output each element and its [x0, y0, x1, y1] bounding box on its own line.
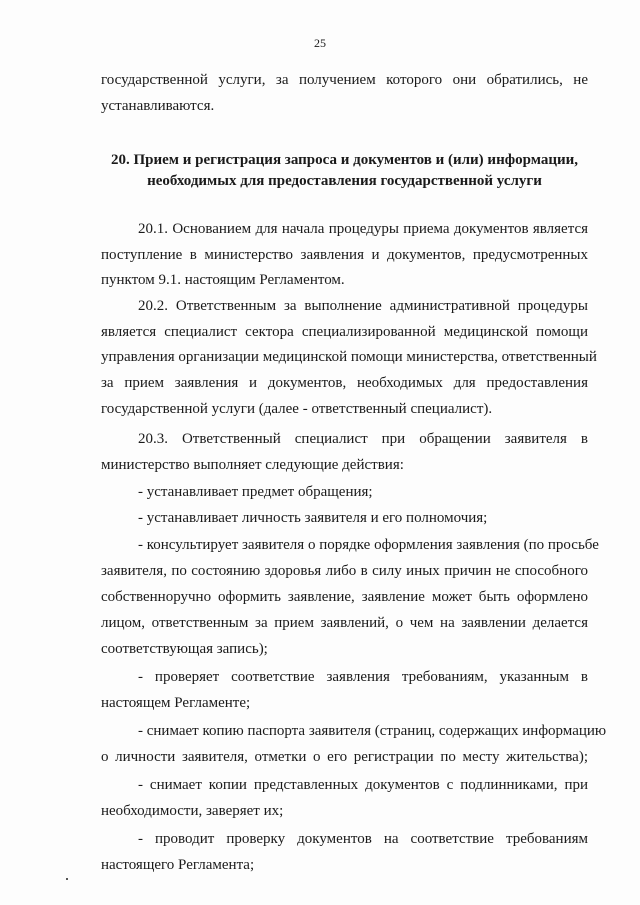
paragraph-line: 20.1. Основанием для начала процедуры приема документов является	[138, 221, 588, 237]
paragraph-line: пунктом 9.1. настоящим Регламентом.	[101, 272, 345, 288]
paragraph-line: за прием заявления и документов, необходимых для предоставления	[101, 375, 588, 391]
list-item: - консультирует заявителя о порядке оформления заявления (по просьбе	[138, 537, 599, 553]
list-item-line: о личности заявителя, отметки о его регистрации по месту жительства);	[101, 749, 588, 765]
paragraph-line: 20.2. Ответственным за выполнение административной процедуры	[138, 298, 588, 314]
list-item: - проверяет соответствие заявления требованиям, указанным в	[138, 669, 588, 685]
list-item: - снимает копию паспорта заявителя (страниц, содержащих информацию	[138, 723, 607, 739]
list-item-line: настоящем Регламенте;	[101, 695, 251, 711]
list-item-line: собственноручно оформить заявление, заявление может быть оформлено	[101, 589, 588, 605]
paragraph-line: государственной услуги (далее - ответственный специалист).	[101, 401, 493, 417]
list-item: - снимает копии представленных документов с подлинниками, при	[138, 777, 588, 793]
text-line: устанавливаются.	[101, 98, 215, 114]
scan-speck	[66, 878, 68, 880]
list-item: - проводит проверку документов на соответствие требованиям	[138, 831, 588, 847]
section-heading: необходимых для предоставления государственной услуги	[147, 173, 542, 189]
paragraph-line: управления организации медицинской помощи министерства, ответственный	[101, 349, 597, 365]
section-heading: 20. Прием и регистрация запроса и документов и (или) информации,	[110, 152, 578, 168]
page-number: 25	[314, 36, 326, 50]
list-item-line: заявителя, по состоянию здоровья либо в силу иных причин не способного	[101, 563, 588, 579]
paragraph-line: поступление в министерство заявления и документов, предусмотренных	[101, 247, 588, 263]
paragraph-line: является специалист сектора специализированной медицинской помощи	[101, 324, 588, 340]
list-item-line: необходимости, заверяет их;	[101, 803, 284, 819]
list-item-line: настоящего Регламента;	[101, 857, 255, 873]
list-item-line: соответствующая запись);	[101, 641, 268, 657]
list-item-line: лицом, ответственным за прием заявлений, о чем на заявлении делается	[101, 615, 588, 631]
text-line: государственной услуги, за получением которого они обратились, не	[101, 72, 588, 88]
list-item: - устанавливает предмет обращения;	[138, 484, 373, 500]
paragraph-line: министерство выполняет следующие действия:	[101, 457, 404, 473]
paragraph-line: 20.3. Ответственный специалист при обращении заявителя в	[138, 431, 588, 447]
list-item: - устанавливает личность заявителя и его полномочия;	[138, 510, 488, 526]
